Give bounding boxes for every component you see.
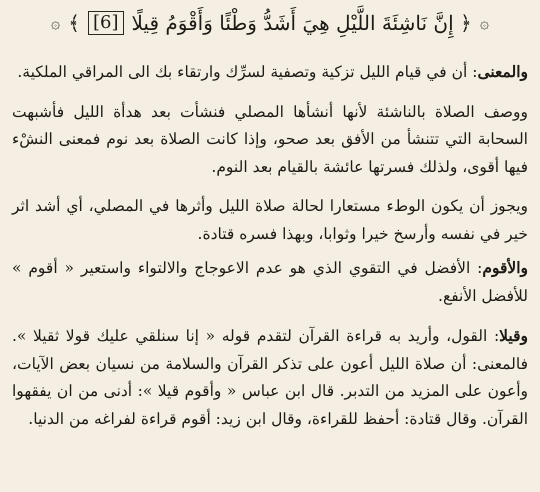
paragraph-text: ووصف الصلاة بالناشئة لأنها أنشأها المصلي فنشأت بعد هدأة الليل فأشبهت السحابة التي تتنشأ من الأفق بعد صحو، وإذا كانت الصلاة بعد نوم فمعنى النشْء فيها أقوى، ولذلك فسرتها عائشة بالقيام بعد النوم.: [12, 102, 528, 176]
paragraph-nashia: [12, 99, 528, 182]
ornament-left-icon: ۞: [50, 13, 61, 32]
paragraph-text: : القول، وأريد به قراءة القرآن لتقدم قوله « إنا سنلقي عليك قولا ثقيلا ». فالمعنى: أن صلاة الليل أعون على تذكر القرآن والسلامة من نسيان بعض الآيات، وأعون على المزيد من التدبر. قال ابن عباس « وأقوم قيلا »: أدنى من ان يفقهوا القرآن. وقال قتادة: أحفظ للقراءة، وقال ابن زيد: أقوم قراءة لفراغه من الدنيا.: [12, 327, 528, 428]
paragraph-qila: [12, 322, 528, 433]
paragraph-text: ويجوز أن يكون الوطء مستعارا لحالة صلاة الليل وأثرها في المصلي، أي أشد اثر خير في نفسه وأرسخ خيرا وثوابا، وبهذا فسره قتادة.: [12, 197, 528, 243]
paragraph-aqwam: [12, 254, 528, 310]
paragraph-label: والأقوم: [482, 258, 528, 277]
paragraph-meaning: [12, 58, 528, 87]
paragraph-text: : أن في قيام الليل تزكية وتصفية لسرِّك وارتقاء بك الى المراقي الملكية.: [17, 63, 478, 81]
paragraph-wat: [12, 193, 528, 248]
verse-number: [6]: [88, 11, 124, 35]
verse-close-bracket: ﴾: [68, 11, 80, 35]
verse-text: ﴿ إِنَّ نَاشِئَةَ اللَّيْلِ هِيَ أَشَدُّ وَطْئًا وَأَقْوَمُ قِيلًا: [131, 11, 472, 35]
quran-verse-heading: [12, 6, 528, 40]
paragraph-label: والمعنى: [477, 62, 528, 81]
paragraph-label: وقيلا: [499, 326, 528, 345]
paragraph-text: : الأفضل في التقوي الذي هو عدم الاعوجاج والالتواء واستعير « أقوم » للأفضل الأنفع.: [12, 259, 528, 305]
ornament-right-icon: ۞: [479, 13, 490, 32]
